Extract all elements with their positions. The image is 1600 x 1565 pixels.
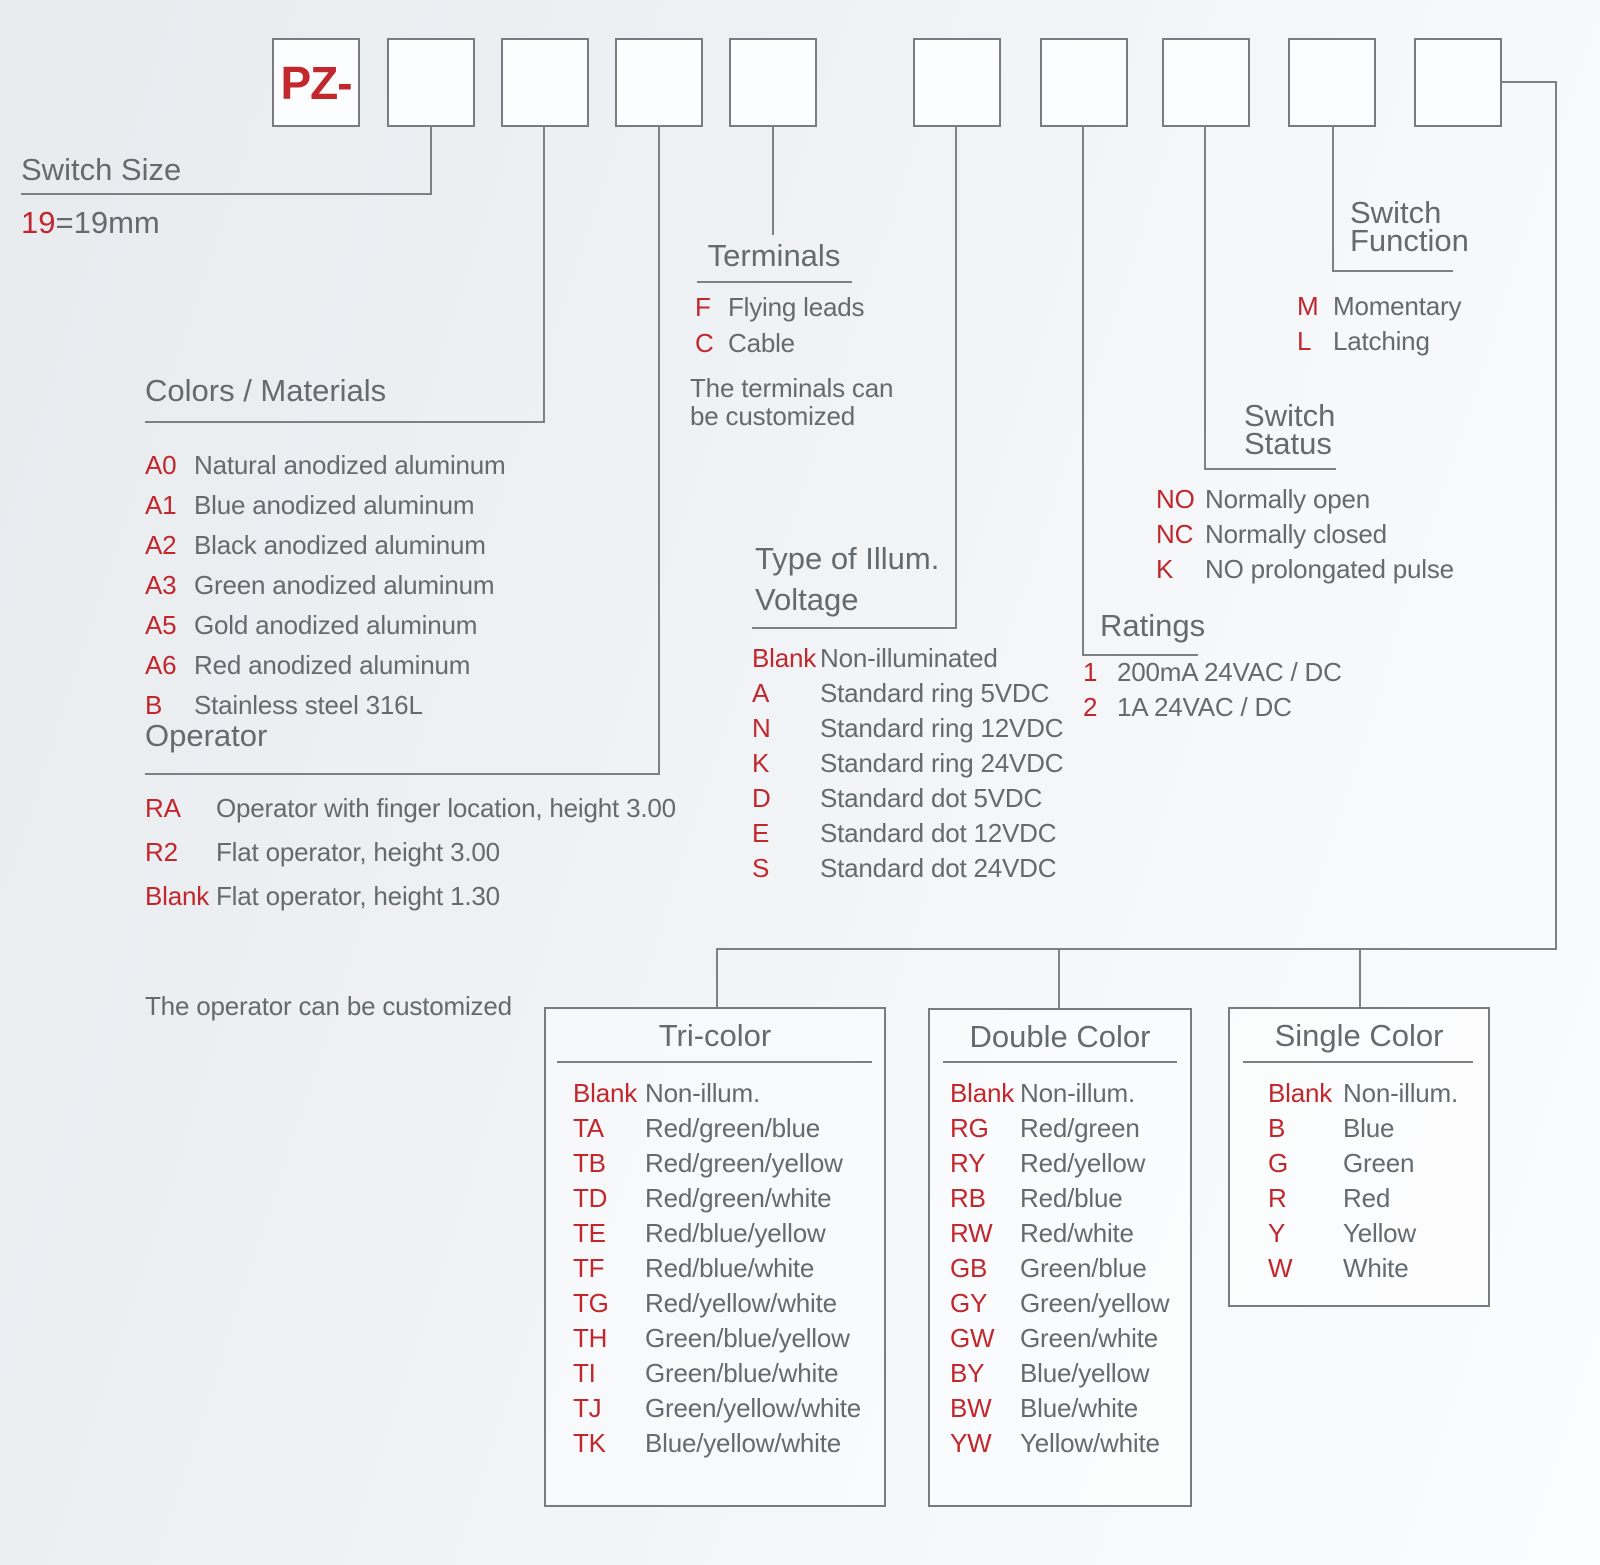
list-item [695,289,864,325]
list-item [145,485,506,525]
item-code: Blank [573,1078,638,1108]
item-code: Blank [752,643,817,673]
terminals-note [690,374,893,430]
section-ratings [1100,608,1205,644]
section-illumination [755,538,939,620]
code-box-switch-function [1288,38,1376,127]
switch-status-title-line2: Status [1244,426,1332,461]
item-desc: Red anodized aluminum [194,649,471,680]
item-desc: Non-illum. [1343,1078,1459,1108]
item-code: TJ [573,1393,602,1423]
item-code: GW [950,1323,995,1353]
list-item [1268,1251,1458,1286]
list-item [950,1426,1169,1461]
connector-ratings-v [1082,125,1084,656]
item-code: Blank [950,1078,1015,1108]
terminals-note-line1: The terminals can [690,373,894,403]
list-item [950,1356,1169,1391]
item-code: W [1268,1253,1293,1283]
list-item [950,1076,1169,1111]
item-code: GY [950,1288,988,1318]
list-item [1268,1076,1458,1111]
item-desc: Standard dot 24VDC [820,853,1057,883]
list-item [1268,1216,1458,1251]
section-title: Operator [145,718,268,753]
list-item [950,1321,1169,1356]
list-item [145,874,676,918]
item-desc: Green anodized aluminum [194,569,495,600]
item-code: M [1297,291,1319,321]
list-item [1156,517,1454,552]
connector-switch-function-v [1332,125,1334,272]
section-title [755,538,939,620]
section-switch-function [1350,195,1469,258]
list-item [145,605,506,645]
list-item [573,1216,861,1251]
tri-color-list [573,1076,861,1461]
list-item [573,1146,861,1181]
list-item [1156,552,1454,587]
part-prefix-label: PZ- [280,56,352,109]
list-item [752,746,1063,781]
section-colors-materials [145,373,386,409]
item-desc: Stainless steel 316L [194,689,423,720]
list-item [950,1286,1169,1321]
underline-illumination [752,627,957,629]
section-title: Ratings [1100,608,1206,643]
tri-color-title-underline [557,1061,872,1063]
list-item [752,816,1063,851]
connector-drop-tri [716,948,718,1009]
item-code: BW [950,1393,992,1423]
connector-terminals-v [772,125,774,235]
item-code: N [752,713,771,743]
item-desc: White [1343,1253,1409,1283]
connector-operator-v [658,125,660,775]
section-title: Terminals [707,238,841,273]
list-item [950,1181,1169,1216]
item-desc: Standard dot 5VDC [820,783,1043,813]
list-item [573,1076,861,1111]
list-item [695,325,864,361]
item-code: A3 [145,569,177,600]
code-box-led-color [1414,38,1502,127]
item-code: A0 [145,449,177,480]
item-code: Y [1268,1218,1286,1248]
connector-colors-v [543,125,545,423]
item-code: RW [950,1218,993,1248]
item-desc: Non-illum. [1020,1078,1136,1108]
item-desc: Natural anodized aluminum [194,449,506,480]
item-code: RA [145,792,181,823]
item-code: A5 [145,609,177,640]
item-code: A6 [145,649,177,680]
item-code: A2 [145,529,177,560]
colors-materials-list [145,445,506,725]
illumination-title-line1: Type of Illum. [755,541,940,576]
list-item [573,1251,861,1286]
connector-led-stub-h [1501,81,1557,83]
item-code: RB [950,1183,986,1213]
list-item [1083,655,1342,690]
list-item [752,676,1063,711]
connector-led-right-v [1555,81,1557,950]
item-code: K [1156,554,1174,584]
item-desc: Green/yellow [1020,1288,1170,1318]
item-desc: Blue/white [1020,1393,1138,1423]
item-code: Blank [145,880,210,911]
switch-function-list [1297,289,1461,359]
tri-color-title: Tri-color [658,1018,772,1053]
item-code: Blank [1268,1078,1333,1108]
code-box-ratings [1040,38,1128,127]
item-code: NC [1156,519,1194,549]
list-item [752,641,1063,676]
item-desc: Red/green [1020,1113,1140,1143]
item-code: C [695,327,714,358]
connector-illumination-v [955,125,957,629]
item-code: A [752,678,770,708]
item-desc: Green/blue/yellow [645,1323,850,1353]
item-code: NO [1156,484,1195,514]
list-item [145,565,506,605]
connector-led-bottom-h [716,948,1557,950]
code-box-terminals [729,38,817,127]
item-desc: Red/blue/yellow [645,1218,826,1248]
list-item [573,1321,861,1356]
section-terminals [695,238,853,274]
underline-operator [145,773,660,775]
item-code: A1 [145,489,177,520]
item-code: 2 [1083,692,1098,722]
item-desc: Black anodized aluminum [194,529,486,560]
list-item [573,1426,861,1461]
item-desc: Green/white [1020,1323,1158,1353]
item-code: E [752,818,770,848]
tri-color-box [544,1007,886,1507]
double-color-list [950,1076,1169,1461]
code-box-switch-status [1162,38,1250,127]
section-switch-status [1244,398,1336,461]
section-title: Colors / Materials [145,373,387,408]
item-code: GB [950,1253,988,1283]
code-box-operator [615,38,703,127]
part-prefix-box [272,38,360,127]
list-item [752,781,1063,816]
terminals-note-line2: be customized [690,401,856,431]
item-desc: Non-illum. [645,1078,761,1108]
list-item [573,1286,861,1321]
code-box-colors-materials [501,38,589,127]
underline-switch-size [21,193,432,195]
item-desc: Standard ring 5VDC [820,678,1050,708]
list-item [752,851,1063,886]
section-title [1244,398,1336,461]
item-code: RY [950,1148,986,1178]
list-item [145,645,506,685]
switch-status-list [1156,482,1454,587]
terminals-list [695,289,864,361]
ratings-list [1083,655,1342,725]
item-code: L [1297,326,1312,356]
list-item [145,525,506,565]
underline-terminals [697,281,852,283]
item-code: TI [573,1358,596,1388]
item-desc: Red/blue [1020,1183,1123,1213]
switch-status-title-line1: Switch [1244,398,1336,433]
item-desc: Yellow [1343,1218,1417,1248]
item-desc: Non-illuminated [820,643,998,673]
item-desc: Cable [728,327,795,358]
item-desc: Momentary [1333,291,1462,321]
item-code: D [752,783,771,813]
item-desc: Red/green/white [645,1183,832,1213]
list-item [573,1111,861,1146]
double-color-title: Double Color [969,1019,1151,1054]
item-desc: Latching [1333,326,1430,356]
item-desc: Standard ring 24VDC [820,748,1064,778]
double-color-title-underline [943,1061,1177,1063]
item-desc: Standard dot 12VDC [820,818,1057,848]
item-code: TF [573,1253,605,1283]
item-code: B [145,689,163,720]
list-item [145,786,676,830]
item-code: TH [573,1323,608,1353]
underline-switch-status [1204,468,1336,470]
connector-drop-single [1359,948,1361,1009]
item-desc: Green/blue/white [645,1358,839,1388]
switch-function-title-line1: Switch [1350,195,1442,230]
list-item [1268,1146,1458,1181]
item-code: K [752,748,770,778]
section-operator [145,718,267,754]
item-code: R2 [145,836,178,867]
list-item [950,1111,1169,1146]
list-item [573,1356,861,1391]
list-item [145,830,676,874]
single-color-box [1228,1007,1490,1307]
item-desc: Blue/yellow/white [645,1428,842,1458]
list-item [573,1181,861,1216]
item-desc: Red/yellow [1020,1148,1146,1178]
item-code: TE [573,1218,606,1248]
item-desc: Blue/yellow [1020,1358,1150,1388]
item-code: TK [573,1428,606,1458]
item-desc: Red/blue/white [645,1253,815,1283]
switch-size-value [21,205,160,241]
illumination-list [752,641,1063,886]
item-code: F [695,291,711,322]
item-code: 1 [1083,657,1098,687]
single-color-title: Single Color [1274,1018,1444,1053]
item-code: TD [573,1183,608,1213]
item-desc: Red [1343,1183,1391,1213]
list-item [950,1216,1169,1251]
item-code: TB [573,1148,606,1178]
item-desc: Blue anodized aluminum [194,489,475,520]
list-item [1297,289,1461,324]
item-code: G [1268,1148,1289,1178]
list-item [1156,482,1454,517]
underline-switch-function [1332,270,1453,272]
item-desc: Flat operator, height 3.00 [216,836,500,867]
item-desc: Normally open [1205,484,1371,514]
list-item [950,1146,1169,1181]
item-code: YW [950,1428,992,1458]
item-desc: Red/white [1020,1218,1134,1248]
section-switch-size [21,152,181,188]
item-desc: Red/yellow/white [645,1288,837,1318]
underline-colors [145,421,545,423]
connector-switch-status-v [1204,125,1206,470]
code-box-switch-size [387,38,475,127]
item-desc: Normally closed [1205,519,1387,549]
list-item [1268,1111,1458,1146]
switch-size-code: 19 [21,205,56,240]
operator-note: The operator can be customized [145,991,512,1021]
switch-function-title-line2: Function [1350,223,1469,258]
item-code: TA [573,1113,604,1143]
item-desc: Blue [1343,1113,1395,1143]
item-code: B [1268,1113,1286,1143]
item-desc: Green [1343,1148,1415,1178]
section-title: Switch Size [21,152,182,187]
item-desc: Operator with finger location, height 3.00 [216,792,676,823]
item-desc: Standard ring 12VDC [820,713,1064,743]
item-desc: Flat operator, height 1.30 [216,880,500,911]
illumination-title-line2: Voltage [755,582,859,617]
list-item [1297,324,1461,359]
item-code: RG [950,1113,989,1143]
item-desc: NO prolongated pulse [1205,554,1454,584]
item-code: TG [573,1288,609,1318]
list-item [950,1391,1169,1426]
item-desc: Yellow/white [1020,1428,1160,1458]
double-color-box [928,1008,1192,1507]
item-code: S [752,853,770,883]
item-code: BY [950,1358,985,1388]
operator-list [145,786,676,918]
connector-switch-size-v [430,125,432,195]
switch-size-desc: =19mm [55,205,160,240]
item-desc: Flying leads [728,291,865,322]
list-item [1083,690,1342,725]
item-desc: 200mA 24VAC / DC [1117,657,1342,687]
item-desc: 1A 24VAC / DC [1117,692,1292,722]
single-color-title-underline [1243,1061,1473,1063]
list-item [1268,1181,1458,1216]
item-desc: Gold anodized aluminum [194,609,478,640]
list-item [145,445,506,485]
list-item [752,711,1063,746]
item-code: R [1268,1183,1287,1213]
item-desc: Red/green/yellow [645,1148,843,1178]
item-desc: Green/blue [1020,1253,1147,1283]
list-item [573,1391,861,1426]
code-box-illumination [913,38,1001,127]
list-item [950,1251,1169,1286]
connector-drop-double [1058,948,1060,1010]
single-color-list [1268,1076,1458,1286]
section-title [1350,195,1469,258]
item-desc: Green/yellow/white [645,1393,862,1423]
item-desc: Red/green/blue [645,1113,820,1143]
